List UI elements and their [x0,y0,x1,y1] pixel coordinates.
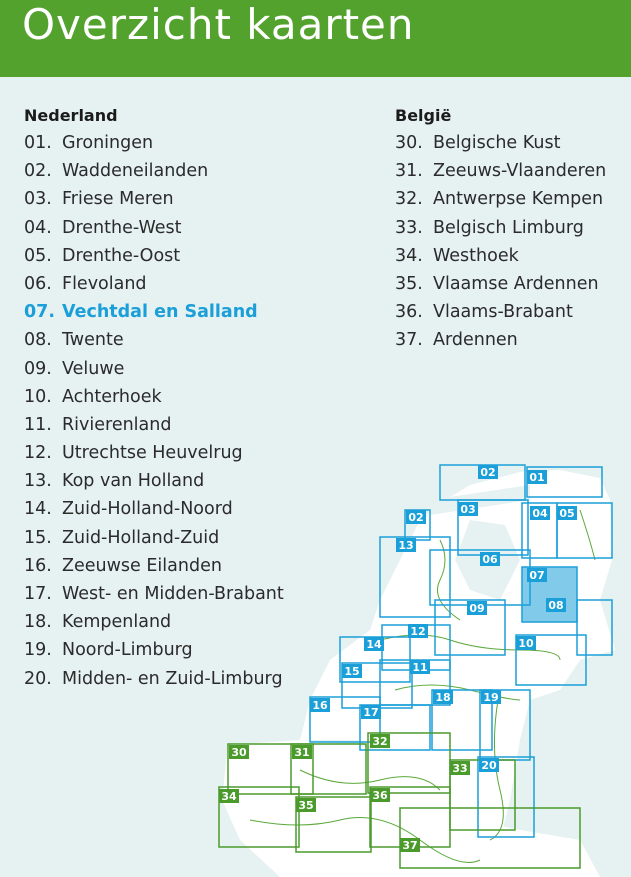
item-name: Zeeuws-Vlaanderen [433,161,607,182]
item-number: 11. [24,414,52,435]
label-text: 06 [482,553,498,566]
map-sheet-04-label[interactable] [530,506,550,520]
item-number: 15. [24,527,52,548]
item-name: Kempenland [62,612,172,633]
label-text: 11 [412,661,428,674]
map-sheet-16-label[interactable] [310,698,330,712]
item-number: 16. [24,555,52,576]
label-text: 03 [460,503,476,516]
item-name: Vlaamse Ardennen [433,273,599,294]
item-name: Flevoland [62,273,147,294]
label-text: 02 [480,466,496,479]
map-sheet-37-label[interactable] [400,838,420,852]
item-name: Zuid-Holland-Noord [62,499,233,520]
item-name: West- en Midden-Brabant [62,584,284,604]
item-number: 08. [24,330,52,351]
map-sheet-31-label[interactable] [292,745,312,759]
item-name: Ardennen [433,330,518,351]
map-sheet-07-label[interactable] [527,568,547,582]
item-name: Waddeneilanden [62,161,209,182]
label-text: 32 [372,735,388,748]
item-name: Noord-Limburg [62,640,193,661]
item-number: 13. [24,471,52,492]
map-sheet-01-label[interactable] [527,470,547,484]
item-number: 32. [395,189,423,210]
map-sheet-11-label[interactable] [410,660,430,674]
item-name: Belgische Kust [433,133,561,153]
label-text: 14 [366,638,382,651]
belgium-heading: België [395,106,452,125]
label-text: 07 [529,569,545,582]
label-text: 13 [398,539,414,552]
label-text: 36 [372,789,388,802]
item-name: Kop van Holland [62,471,205,492]
label-text: 18 [435,691,451,704]
item-number: 18. [24,612,52,633]
label-text: 19 [483,691,499,704]
item-name: Vlaams-Brabant [433,302,573,323]
map-sheet-35-label[interactable] [296,798,316,812]
item-number: 09. [24,358,52,379]
label-text: 17 [363,706,379,719]
map-sheet-02-label[interactable] [478,465,498,479]
item-name: Rivierenland [62,414,172,435]
item-number: 07. [24,302,56,323]
item-name: Achterhoek [62,386,162,407]
item-number: 20. [24,668,52,689]
item-name: Friese Meren [62,189,174,210]
label-text: 37 [402,839,418,852]
map-sheet-20-label[interactable] [479,758,499,772]
item-number: 04. [24,217,52,238]
item-name: Twente [62,330,124,351]
item-number: 10. [24,386,52,407]
item-number: 31. [395,161,423,182]
map-sheet-12-label[interactable] [408,624,428,638]
item-number: 02. [24,161,52,182]
item-number: 36. [395,302,423,323]
item-name: Drenthe-West [62,217,182,238]
map-sheet-14-label[interactable] [364,637,384,651]
map-sheet-36-label[interactable] [370,788,390,802]
map-sheet-13-label[interactable] [396,538,416,552]
item-name: Groningen [62,133,154,153]
map-sheet-19-label[interactable] [481,690,501,704]
map-sheet-15-label[interactable] [342,664,362,678]
map-sheet-02-label[interactable] [406,510,426,524]
item-name: Zeeuwse Eilanden [62,555,222,576]
item-number: 06. [24,273,52,294]
item-name: Midden- en Zuid-Limburg [62,668,283,689]
map-sheet-06-label[interactable] [480,552,500,566]
item-number: 05. [24,245,52,266]
item-name: Antwerpse Kempen [433,189,604,210]
item-name: Veluwe [62,358,125,379]
item-number: 03. [24,189,52,210]
map-sheet-34-label[interactable] [219,789,239,803]
map-sheet-18-label[interactable] [433,690,453,704]
label-text: 05 [559,507,575,520]
map-sheet-30-label[interactable] [229,745,249,759]
item-number: 19. [24,640,52,661]
item-name: Drenthe-Oost [62,245,181,266]
map-sheet-17-label[interactable] [361,705,381,719]
label-text: 12 [410,625,426,638]
item-number: 35. [395,273,423,294]
label-text: 02 [408,511,424,524]
item-name: Vechtdal en Salland [62,302,258,323]
map-sheet-09-label[interactable] [467,601,487,615]
item-number: 14. [24,499,52,520]
label-text: 01 [529,471,545,484]
item-number: 33. [395,217,423,238]
item-name: Westhoek [433,245,519,266]
page-title: Overzicht kaarten [22,0,415,49]
label-text: 16 [312,699,328,712]
item-name: Zuid-Holland-Zuid [62,527,220,548]
label-text: 09 [469,602,485,615]
label-text: 15 [344,665,360,678]
item-number: 01. [24,133,52,153]
item-number: 37. [395,330,423,351]
item-number: 12. [24,443,52,464]
item-name: Belgisch Limburg [433,217,584,238]
item-number: 17. [24,584,52,604]
label-text: 10 [518,637,534,650]
label-text: 30 [231,746,247,759]
item-name: Utrechtse Heuvelrug [62,443,243,464]
map-sheet-03-label[interactable] [458,502,478,516]
label-text: 35 [298,799,314,812]
map-sheet-08-label[interactable] [546,598,566,612]
map-sheet-32-label[interactable] [370,734,390,748]
label-text: 04 [532,507,548,520]
label-text: 08 [548,599,564,612]
item-number: 30. [395,133,423,153]
map-sheet-05-label[interactable] [557,506,577,520]
item-number: 34. [395,245,423,266]
label-text: 34 [221,790,237,803]
label-text: 31 [294,746,310,759]
label-text: 20 [481,759,497,772]
label-text: 33 [452,762,468,775]
map-sheet-10-label[interactable] [516,636,536,650]
netherlands-heading: Nederland [24,106,118,125]
map-sheet-33-label[interactable] [450,761,470,775]
